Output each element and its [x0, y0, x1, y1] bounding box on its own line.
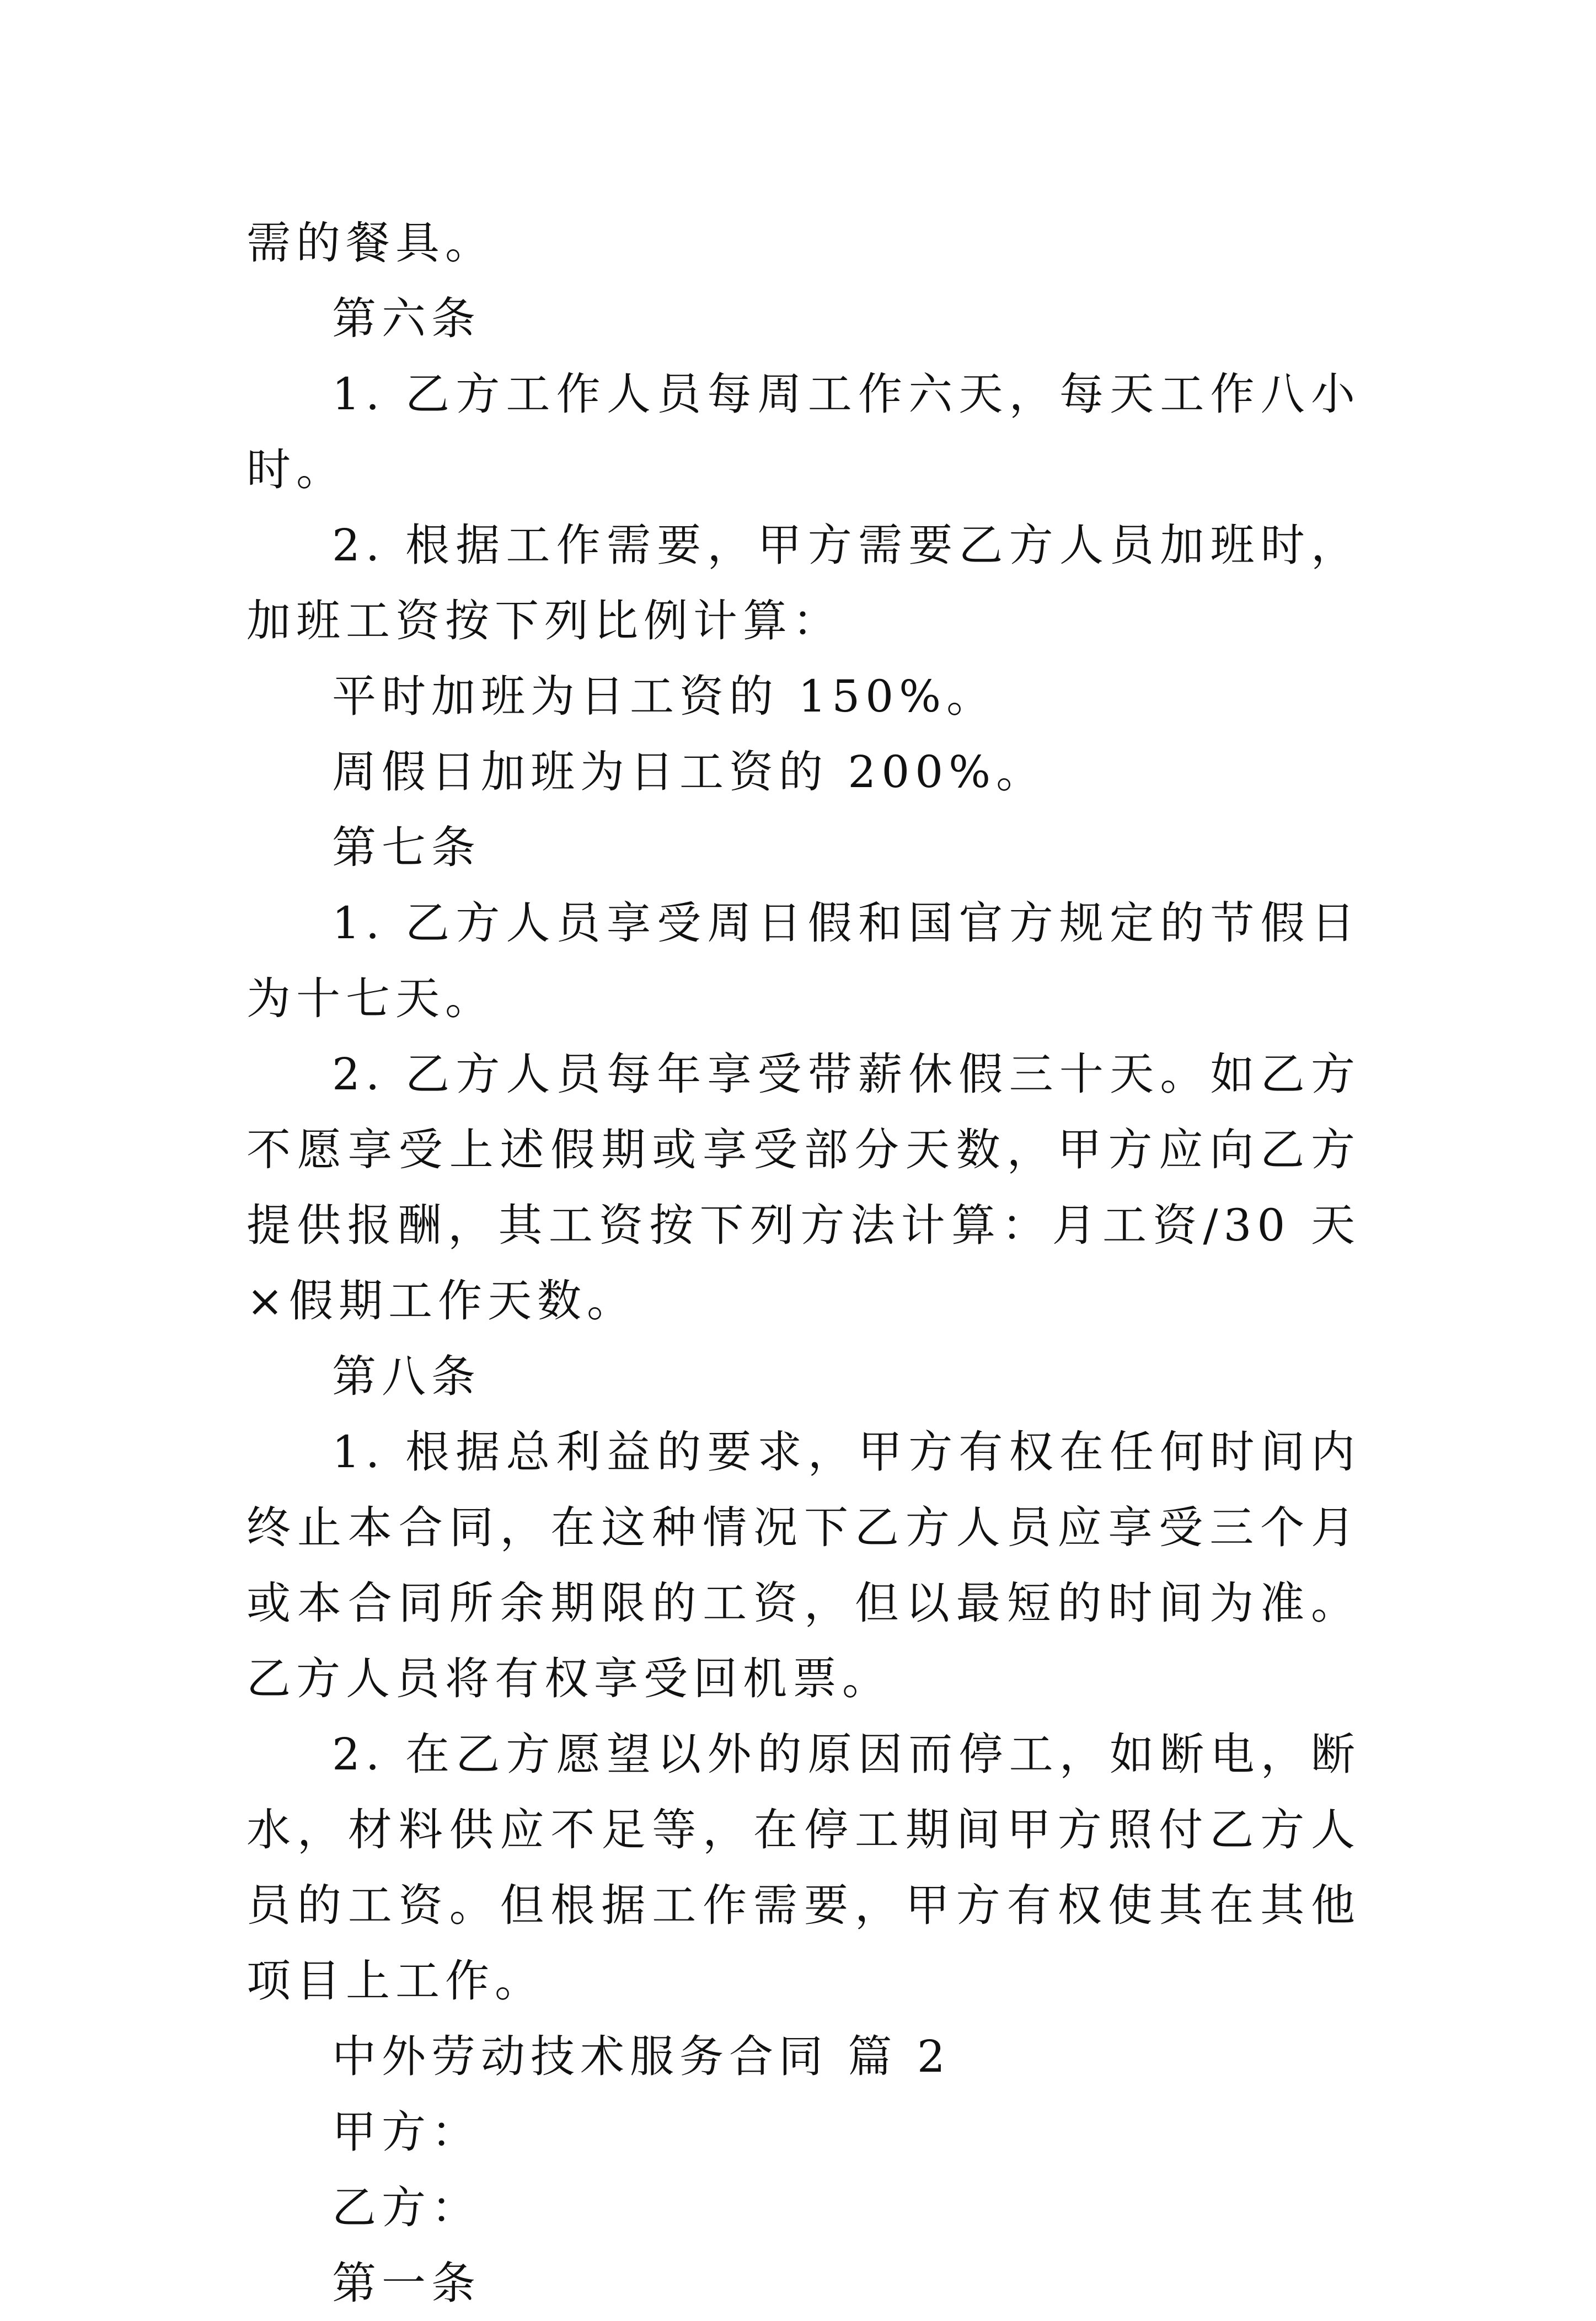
article-7-clause-2: 2. 乙方人员每年享受带薪休假三十天。如乙方不愿享受上述假期或享受部分天数，甲方应向乙方提供报酬，其工资按下列方法计算：月工资/30 天×假期工作天数。 — [247, 1049, 1361, 1327]
article-6-heading: 第六条 — [332, 293, 481, 344]
article-8-heading: 第八条 — [332, 1351, 481, 1402]
contract-2-title: 中外劳动技术服务合同 篇 2 — [332, 2031, 951, 2082]
article-8-clause-2: 2. 在乙方愿望以外的原因而停工，如断电，断水，材料供应不足等，在停工期间甲方照付乙方人员的工资。但根据工作需要，甲方有权使其在其他项目上工作。 — [247, 1729, 1361, 2007]
party-b-label: 乙方： — [332, 2182, 481, 2233]
document-body — [247, 205, 1361, 2321]
overtime-weekday-rate: 平时加班为日工资的 150%。 — [332, 671, 997, 722]
article-7-heading: 第七条 — [332, 822, 481, 873]
article-6-clause-1: 1. 乙方工作人员每周工作六天，每天工作八小时。 — [247, 368, 1361, 495]
paragraph-continuation: 需的餐具。 — [247, 217, 495, 269]
article-8-clause-1: 1. 根据总利益的要求，甲方有权在任何时间内终止本合同，在这种情况下乙方人员应享受三个月或本合同所余期限的工资，但以最短的时间为准。乙方人员将有权享受回机票。 — [247, 1426, 1361, 1704]
article-6-clause-2: 2. 根据工作需要，甲方需要乙方人员加班时，加班工资按下列比例计算： — [247, 520, 1361, 646]
article-1-heading: 第一条 — [332, 2258, 481, 2309]
article-7-clause-1: 1. 乙方人员享受周日假和国官方规定的节假日为十七天。 — [247, 897, 1361, 1024]
overtime-holiday-rate: 周假日加班为日工资的 200%。 — [332, 746, 1046, 798]
party-a-label: 甲方： — [332, 2106, 481, 2158]
